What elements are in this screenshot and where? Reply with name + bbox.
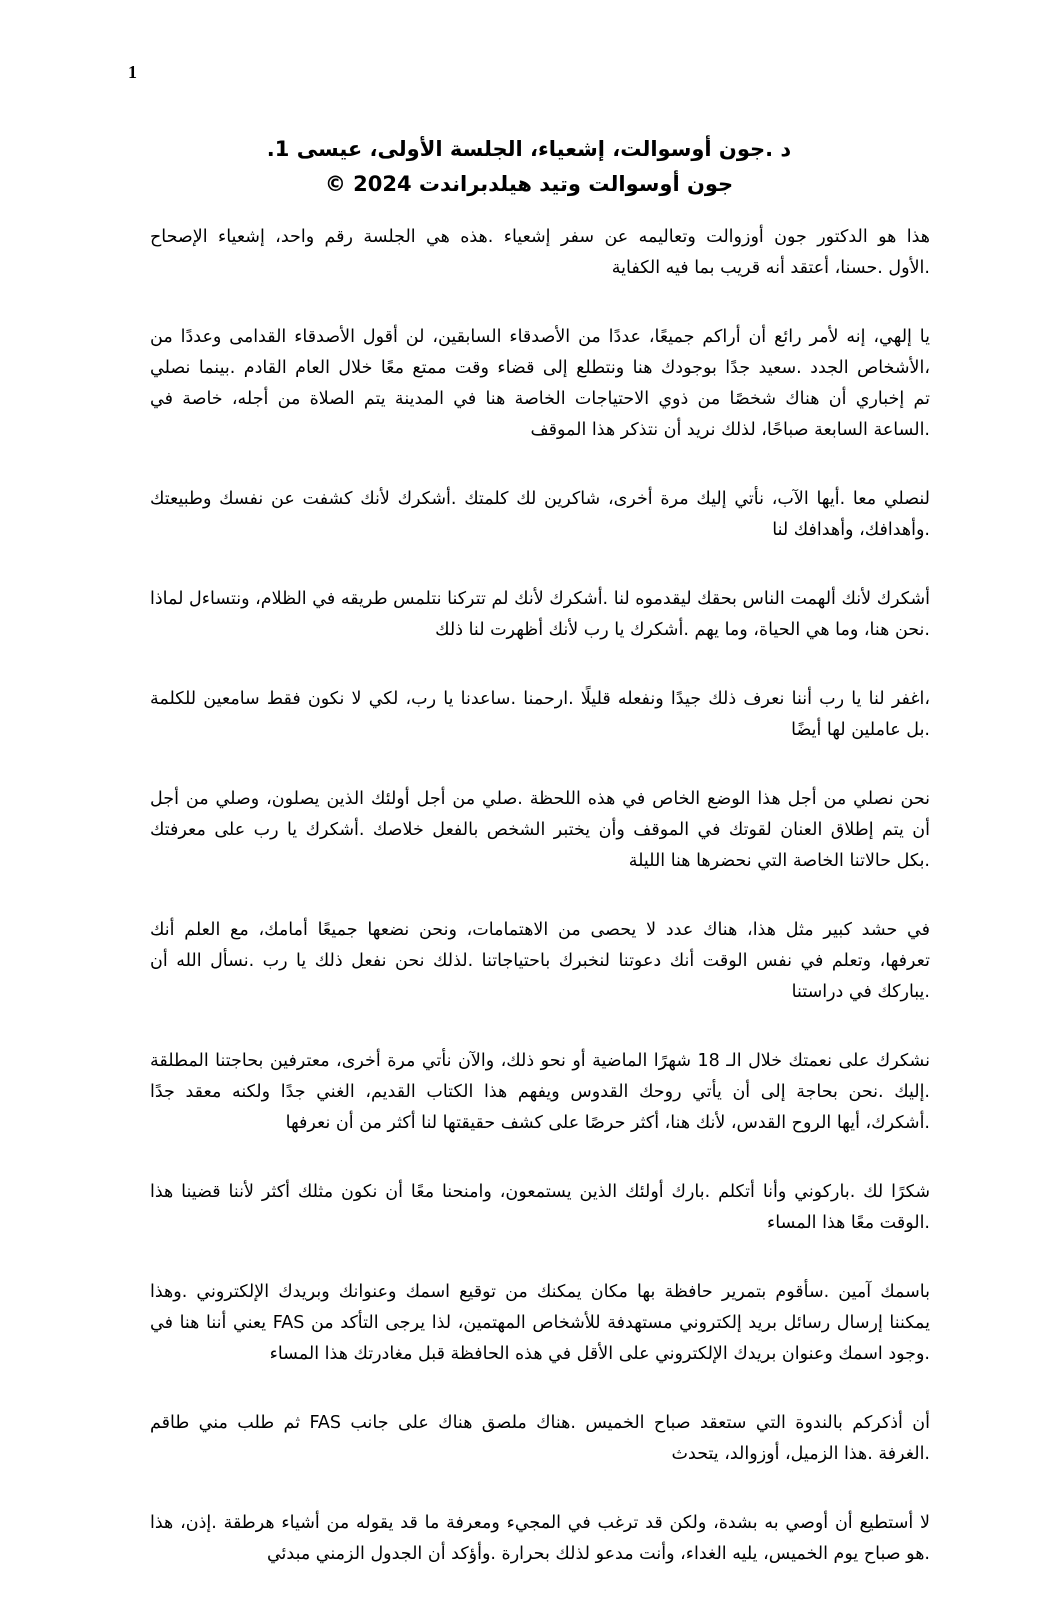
paragraph-line: ،الأشخاص الجدد .سعيد جدًا بوجودك هنا ونتطلع إلى قضاء وقت ممتع معًا خلال العام القادم .بينما نصلي xyxy=(150,358,930,378)
paragraph-line: .هو صباح يوم الخميس، يليه الغداء، وأنت مدعو لذلك بحرارة .وأؤكد أن الجدول الزمني مبدئي xyxy=(266,1544,930,1564)
paragraph-line: نشكرك على نعمتك خلال الـ 18 شهرًا الماضية أو نحو ذلك، والآن نأتي مرة أخرى، معترفين بحاجتنا المطلقة xyxy=(150,1051,930,1071)
paragraph-line: أن يتم إطلاق العنان لقوتك في الموقف وأن يختبر الشخص بالفعل خلاصك .أشكرك يا رب على معرفتك xyxy=(150,820,930,840)
page-number: 1 xyxy=(128,62,137,82)
paragraph-line: يا إلهي، إنه لأمر رائع أن أراكم جميعًا، عددًا من الأصدقاء السابقين، لن أقول الأصدقاء القدامى وعددًا من xyxy=(150,327,930,347)
paragraph xyxy=(150,1277,930,1370)
paragraph-line: أشكرك لأنك ألهمت الناس بحقك ليقدموه لنا .أشكرك لأنك لم تتركنا نتلمس طريقه في الظلام، ونتساءل لماذا xyxy=(150,589,930,609)
paragraph-line: تعرفها، وتعلم في نفس الوقت أنك دعوتنا لنخبرك باحتياجاتنا .لذلك نحن نفعل ذلك يا رب .نسأل الله أن xyxy=(150,951,930,971)
paragraph xyxy=(150,1508,930,1570)
paragraph-line: .إليك .نحن بحاجة إلى أن يأتي روحك القدوس ويفهم هذا الكتاب القديم، الغني جدًا ولكنه معقد جدًا xyxy=(150,1082,930,1102)
paragraph xyxy=(150,322,930,446)
paragraph-line: .الغرفة .هذا الزميل، أوزوالد، يتحدث xyxy=(671,1444,930,1464)
paragraph-line: لا أستطيع أن أوصي به بشدة، ولكن قد ترغب في المجيء ومعرفة ما قد يقوله من أشياء هرطقة .إذن، هذا xyxy=(150,1513,930,1533)
paragraph-line: نحن نصلي من أجل هذا الوضع الخاص في هذه اللحظة .صلي من أجل أولئك الذين يصلون، وصلي من أجل xyxy=(150,789,930,809)
title-line-2: جون أوسوالت وتيد هيلدبراندت 2024 © xyxy=(324,172,734,196)
paragraph-line: باسمك آمين .سأقوم بتمرير حافظة بها مكان يمكنك من توقيع اسمك وعنوانك وبريدك الإلكتروني .وهذا xyxy=(150,1282,930,1302)
paragraph-line: .الأول .حسنا، أعتقد أنه قريب بما فيه الكفاية xyxy=(611,258,930,278)
paragraph-line: .بل عاملين لها أيضًا xyxy=(791,720,930,740)
transcript-body xyxy=(150,222,930,1608)
paragraph-line: ،اغفر لنا يا رب أننا نعرف ذلك جيدًا ونفعله قليلًا .ارحمنا .ساعدنا يا رب، لكي لا نكون فقط سامعين للكلمة xyxy=(150,689,930,709)
paragraph-line: .الوقت معًا هذا المساء xyxy=(767,1213,930,1233)
paragraph xyxy=(150,684,930,746)
paragraph xyxy=(150,484,930,546)
paragraph-line: تم إخباري أن هناك شخصًا من ذوي الاحتياجات الخاصة هنا في المدينة يتم الصلاة من أجله، خاصة في xyxy=(150,389,930,409)
paragraph-line: .أشكرك، أيها الروح القدس، لأنك هنا، أكثر حرصًا على كشف حقيقتها لنا أكثر من أن نعرفها xyxy=(285,1113,930,1133)
paragraph-line: شكرًا لك .باركوني وأنا أتكلم .بارك أولئك الذين يستمعون، وامنحنا معًا أن نكون مثلك أكثر لأننا قضينا هذا xyxy=(150,1182,930,1202)
paragraph xyxy=(150,222,930,284)
paragraph xyxy=(150,915,930,1008)
document-title xyxy=(140,132,918,202)
paragraph-line: يمكننا إرسال رسائل بريد إلكتروني مستهدفة للأشخاص المهتمين، لذا يرجى التأكد من FAS يعني أننا هنا في xyxy=(150,1313,930,1333)
paragraph xyxy=(150,1046,930,1139)
paragraph xyxy=(150,584,930,646)
paragraph-line: .وجود اسمك وعنوان بريدك الإلكتروني على الأقل في هذه الحافظة قبل مغادرتك هذا المساء xyxy=(269,1344,930,1364)
paragraph-line: .وأهدافك، وأهدافك لنا xyxy=(772,520,930,540)
paragraph xyxy=(150,1408,930,1470)
paragraph-line: .نحن هنا، وما هي الحياة، وما يهم .أشكرك يا رب لأنك أظهرت لنا ذلك xyxy=(435,620,930,640)
paragraph-line: .بكل حالاتنا الخاصة التي نحضرها هنا الليلة xyxy=(628,851,930,871)
paragraph-line: أن أذكركم بالندوة التي ستعقد صباح الخميس .هناك ملصق هناك على جانب FAS ثم طلب مني طاقم xyxy=(150,1413,931,1433)
paragraph-line: .يباركك في دراستنا xyxy=(791,982,930,1002)
paragraph-line: هذا هو الدكتور جون أوزوالت وتعاليمه عن سفر إشعياء .هذه هي الجلسة رقم واحد، إشعياء الإصحاح xyxy=(150,227,930,247)
paragraph xyxy=(150,784,930,877)
title-line-1: د .جون أوسوالت، إشعياء، الجلسة الأولى، عيسى 1. xyxy=(266,137,792,161)
paragraph xyxy=(150,1177,930,1239)
paragraph-line: لنصلي معا .أيها الآب، نأتي إليك مرة أخرى، شاكرين لك كلمتك .أشكرك لأنك كشفت عن نفسك وطبيعتك xyxy=(150,489,930,509)
paragraph-line: .الساعة السابعة صباحًا، لذلك نريد أن نتذكر هذا الموقف xyxy=(530,420,930,440)
paragraph-line: في حشد كبير مثل هذا، هناك عدد لا يحصى من الاهتمامات، ونحن نضعها جميعًا أمامك، مع العلم أنك xyxy=(150,920,930,940)
